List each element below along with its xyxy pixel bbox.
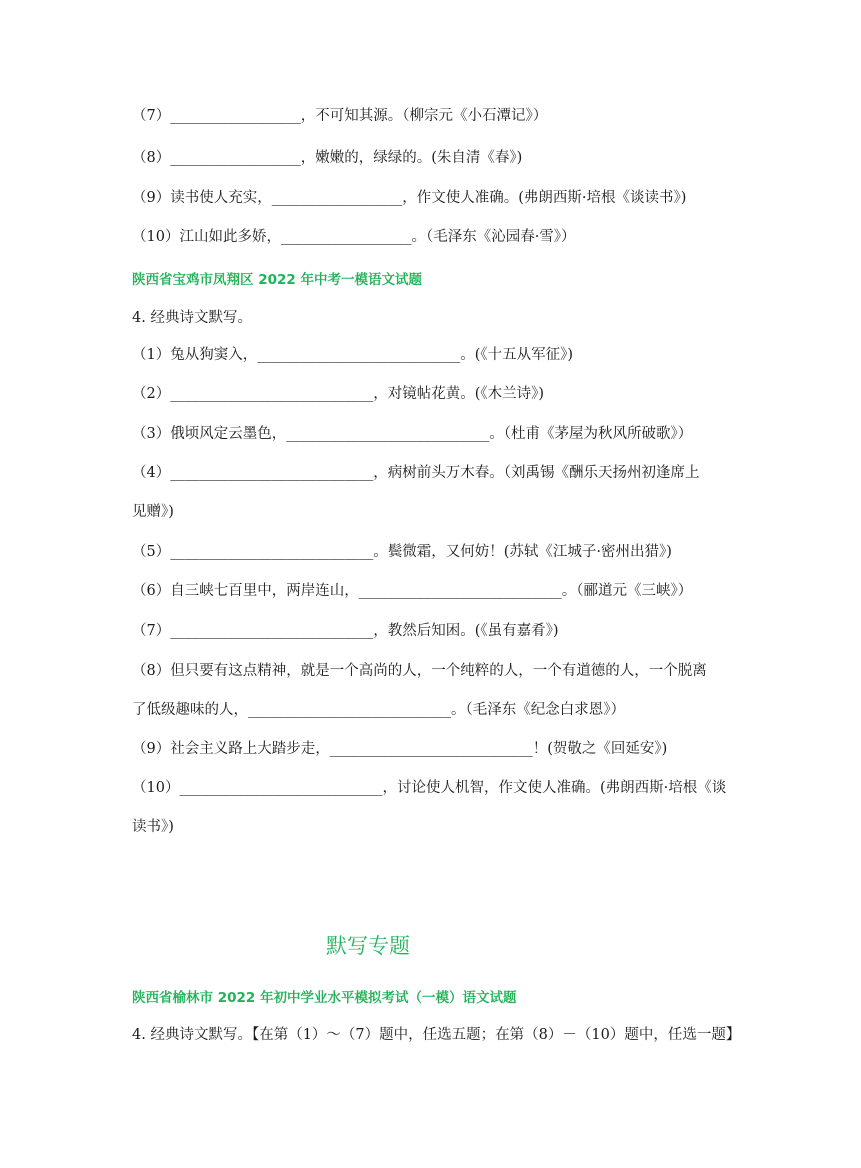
page-title: 默写专题	[326, 934, 410, 958]
line-s1-q10a: （10）____________________________，讨论使人机智，作文使人准确。(弗朗西斯·培根《谈	[132, 780, 727, 796]
line-s1-q8a: （8）但只要有这点精神，就是一个高尚的人，一个纯粹的人，一个有道德的人，一个脱离	[132, 663, 707, 679]
line-s1-q9: （9）社会主义路上大踏步走，____________________________！(贺敬之《回延安》)	[132, 741, 668, 757]
line-b1-q8: （8）__________________，嫩嫩的，绿绿的。(朱自清《春》)	[132, 150, 523, 166]
line-s1-q7: （7）____________________________，教然后知困。(《虽有嘉肴》)	[132, 623, 559, 639]
line-b1-q7: （7）__________________，不可知其源。（柳宗元《小石潭记》）	[132, 108, 548, 124]
line-s1-q3: （3）俄顷风定云墨色，____________________________。（杜甫《茅屋为秋风所破歌》）	[132, 426, 693, 442]
line-s1-q6: （6）自三峡七百里中，两岸连山，____________________________。（郦道元《三峡》）	[132, 583, 693, 599]
line-s1-q8b: 了低级趣味的人，____________________________。（毛泽东《纪念白求恩》）	[132, 702, 625, 718]
line-s1-q2: （2）____________________________，对镜帖花黄。(《木兰诗》)	[132, 386, 545, 402]
line-s1-q10b: 读书》)	[132, 819, 174, 835]
section-title-fengxiang: 陕西省宝鸡市凤翔区 2022 年中考一模语文试题	[132, 272, 422, 288]
instruction-yulin: 4. 经典诗文默写。【在第（1）～（7）题中，任选五题；在第（8）－（10）题中，任选一题】	[132, 1027, 741, 1043]
section-title-yulin: 陕西省榆林市 2022 年初中学业水平模拟考试（一模）语文试题	[132, 990, 517, 1006]
line-b1-q10: （10）江山如此多娇，__________________。（毛泽东《沁园春·雪》）	[132, 229, 576, 245]
line-s1-q4a: （4）____________________________，病树前头万木春。（刘禹锡《酬乐天扬州初逢席上	[132, 465, 700, 481]
line-s1-q5: （5）____________________________。鬓微霜，又何妨！(苏轼《江城子·密州出猎》)	[132, 544, 672, 560]
line-s1-q4b: 见赠》)	[132, 504, 174, 520]
instruction-fengxiang: 4. 经典诗文默写。	[132, 310, 252, 326]
line-s1-q1: （1）兔从狗窦入，____________________________。(《十五从军征》)	[132, 347, 574, 363]
line-b1-q9: （9）读书使人充实，__________________，作文使人准确。(弗朗西斯·培根《谈读书》)	[132, 190, 687, 206]
